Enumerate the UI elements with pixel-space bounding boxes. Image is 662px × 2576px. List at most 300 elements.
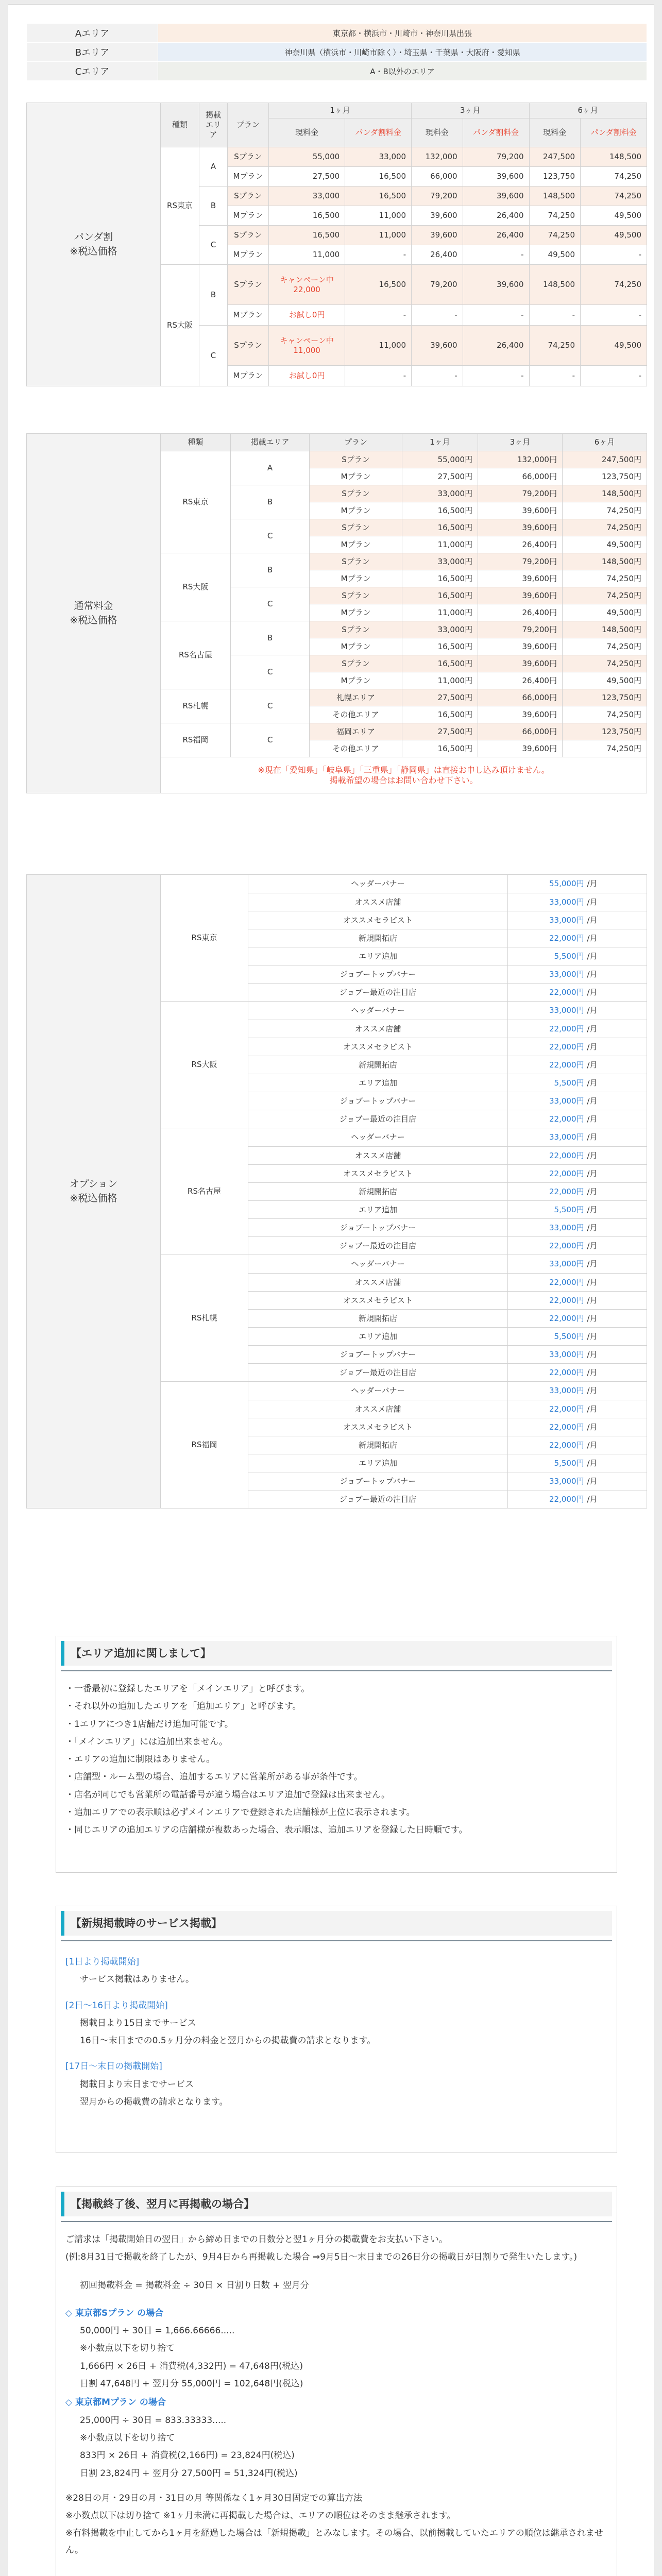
option-unit: /月 bbox=[585, 1092, 647, 1110]
price: 33,000 bbox=[269, 187, 345, 206]
option-price: 5,500円 bbox=[508, 1074, 585, 1092]
option-price: 5,500円 bbox=[508, 1201, 585, 1219]
plan: Sプラン bbox=[310, 553, 402, 570]
price: 11,000円 bbox=[402, 672, 478, 689]
price: 74,250円 bbox=[562, 587, 647, 604]
subheading: [1日より掲載開始] bbox=[65, 1957, 140, 1967]
list-item: ・1エリアにつき1店舗だけ追加可能です。 bbox=[65, 1719, 233, 1730]
option-unit: /月 bbox=[585, 947, 647, 965]
option-unit: /月 bbox=[585, 1436, 647, 1454]
price: 33,000円 bbox=[402, 553, 478, 570]
price: 33,000円 bbox=[402, 621, 478, 638]
example-body bbox=[65, 2412, 607, 2482]
option-unit: /月 bbox=[585, 1418, 647, 1436]
option-name: オススメセラピスト bbox=[248, 1165, 508, 1183]
price: 49,500円 bbox=[562, 536, 647, 553]
option-name: ジョブー最近の注目店 bbox=[248, 984, 508, 1002]
header-normal: 現料金 bbox=[529, 118, 581, 147]
option-price: 33,000円 bbox=[508, 1255, 585, 1274]
option-name: ヘッダーバナー bbox=[248, 1255, 508, 1274]
price: 148,500 bbox=[581, 147, 647, 167]
option-unit: /月 bbox=[585, 1038, 647, 1056]
price: 79,200円 bbox=[478, 621, 563, 638]
option-unit: /月 bbox=[585, 1274, 647, 1292]
option-name: ジョブートップバナー bbox=[248, 1219, 508, 1237]
price: 66,000円 bbox=[478, 468, 563, 485]
price: 74,250円 bbox=[562, 519, 647, 536]
option-price: 5,500円 bbox=[508, 947, 585, 965]
option-price: 33,000円 bbox=[508, 1346, 585, 1364]
price: 79,200 bbox=[463, 147, 529, 167]
option-name: ジョブー最近の注目店 bbox=[248, 1364, 508, 1382]
area: C bbox=[230, 587, 309, 621]
option-price: 22,000円 bbox=[508, 1274, 585, 1292]
plan: Mプラン bbox=[228, 206, 269, 226]
plan: Mプラン bbox=[228, 167, 269, 187]
plan: Mプラン bbox=[310, 536, 402, 553]
plan: Sプラン bbox=[228, 226, 269, 245]
price: 33,000円 bbox=[402, 485, 478, 502]
option-name: ジョブー最近の注目店 bbox=[248, 1110, 508, 1128]
example-heading: ◇ 東京都Sプラン の場合 bbox=[65, 2308, 164, 2318]
option-name: オススメセラピスト bbox=[248, 1418, 508, 1436]
header-period: 3ヶ月 bbox=[412, 103, 529, 118]
option-name: ジョブートップバナー bbox=[248, 1346, 508, 1364]
option-unit: /月 bbox=[585, 1328, 647, 1346]
subheading: [17日～末日の掲載開始] bbox=[65, 2061, 162, 2072]
option-price: 33,000円 bbox=[508, 1472, 585, 1490]
option-price: 33,000円 bbox=[508, 1092, 585, 1110]
option-price: 33,000円 bbox=[508, 893, 585, 911]
plan: 福岡エリア bbox=[310, 723, 402, 740]
area: A bbox=[199, 147, 228, 187]
price: 148,500円 bbox=[562, 553, 647, 570]
notice: ※現在「愛知県」「岐阜県」「三重県」「静岡県」は直接お申し込み頂けません。 掲載希望の場合はお問い合わせ下さい。 bbox=[161, 757, 647, 793]
price: - bbox=[463, 305, 529, 326]
plan: Sプラン bbox=[228, 187, 269, 206]
price: 16,500円 bbox=[402, 740, 478, 757]
price: 79,200円 bbox=[478, 485, 563, 502]
area-definition-table bbox=[26, 23, 647, 81]
list-item: ・それ以外の追加したエリアを「追加エリア」と呼びます。 bbox=[65, 1701, 301, 1712]
region: RS大阪 bbox=[161, 1002, 248, 1128]
price: 39,600円 bbox=[478, 638, 563, 655]
option-unit: /月 bbox=[585, 1074, 647, 1092]
price: 39,600 bbox=[412, 326, 463, 366]
option-price: 22,000円 bbox=[508, 1165, 585, 1183]
option-price-table bbox=[26, 874, 647, 1509]
price: 11,000 bbox=[269, 245, 345, 265]
price: 74,250 bbox=[581, 187, 647, 206]
price: 16,500 bbox=[345, 167, 412, 187]
plan: Sプラン bbox=[310, 519, 402, 536]
price: - bbox=[463, 245, 529, 265]
option-unit: /月 bbox=[585, 1056, 647, 1074]
price: 16,500 bbox=[269, 226, 345, 245]
header-area: 掲載エリア bbox=[199, 103, 228, 147]
option-price: 22,000円 bbox=[508, 929, 585, 947]
price: 247,500 bbox=[529, 147, 581, 167]
option-unit: /月 bbox=[585, 1364, 647, 1382]
price: 74,250円 bbox=[562, 655, 647, 672]
example-heading: ◇ 東京都Mプラン の場合 bbox=[65, 2397, 166, 2408]
option-unit: /月 bbox=[585, 1346, 647, 1364]
page bbox=[8, 4, 654, 2576]
option-name: オススメセラピスト bbox=[248, 911, 508, 929]
price: - bbox=[581, 366, 647, 386]
price: 74,250円 bbox=[562, 638, 647, 655]
list-item: ・追加エリアでの表示順は必ずメインエリアで登録された店舗様が上位に表示されます。 bbox=[65, 1807, 415, 1818]
plan: Mプラン bbox=[310, 672, 402, 689]
plan: その他エリア bbox=[310, 706, 402, 723]
area: A bbox=[230, 451, 309, 485]
calc-line: 日割 23,824円 + 翌月分 27,500円 = 51,324円(税込) bbox=[80, 2468, 298, 2479]
relisting-section bbox=[56, 2187, 617, 2576]
option-unit: /月 bbox=[585, 1147, 647, 1165]
price: 49,500 bbox=[529, 245, 581, 265]
area-key: Cエリア bbox=[27, 62, 158, 81]
section-body bbox=[56, 1671, 617, 1845]
formula: 初回掲載料金 = 掲載料金 ÷ 30日 × 日割り日数 + 翌月分 bbox=[80, 2280, 309, 2291]
calc-line: ※小数点以下を切り捨て bbox=[80, 2432, 175, 2443]
price: 49,500 bbox=[581, 326, 647, 366]
subheading: [2日～16日より掲載開始] bbox=[65, 2000, 168, 2011]
campaign-price: キャンペーン中 22,000 bbox=[269, 265, 345, 305]
plan: Mプラン bbox=[228, 366, 269, 386]
option-name: ジョブートップバナー bbox=[248, 1472, 508, 1490]
price: 148,500 bbox=[529, 187, 581, 206]
option-name: エリア追加 bbox=[248, 1074, 508, 1092]
option-unit: /月 bbox=[585, 965, 647, 984]
price: 132,000円 bbox=[478, 451, 563, 468]
price: 39,600 bbox=[463, 167, 529, 187]
price: 16,500円 bbox=[402, 519, 478, 536]
area: C bbox=[230, 689, 309, 723]
option-name: 新規開拓店 bbox=[248, 1310, 508, 1328]
area-row bbox=[27, 43, 647, 62]
area-value: 神奈川県（横浜市・川崎市除く）・埼玉県・千葉県・大阪府・愛知県 bbox=[158, 43, 647, 62]
list-item: ・同じエリアの追加エリアの店舗様が複数あった場合、表示順は、追加エリアを登録した日時順です。 bbox=[65, 1825, 468, 1836]
price: 33,000 bbox=[345, 147, 412, 167]
area: B bbox=[199, 265, 228, 326]
header-plan: プラン bbox=[228, 103, 269, 147]
option-name: 新規開拓店 bbox=[248, 1436, 508, 1454]
note: ※小数点以下は切り捨て ※1ヶ月未満に再掲載した場合は、エリアの順位はそのまま継承されます。 bbox=[65, 2511, 456, 2521]
price: - bbox=[463, 366, 529, 386]
plan: その他エリア bbox=[310, 740, 402, 757]
option-unit: /月 bbox=[585, 1002, 647, 1020]
price: 74,250 bbox=[529, 226, 581, 245]
option-price: 22,000円 bbox=[508, 1237, 585, 1255]
option-name: 新規開拓店 bbox=[248, 929, 508, 947]
price: 39,600円 bbox=[478, 502, 563, 519]
table-label: パンダ割 ※税込価格 bbox=[27, 103, 161, 386]
option-price: 33,000円 bbox=[508, 1128, 585, 1147]
note: ※28日の月・29日の月・31日の月 等関係なく1ヶ月30日固定での算出方法 bbox=[65, 2493, 362, 2503]
option-price: 22,000円 bbox=[508, 1110, 585, 1128]
option-price: 22,000円 bbox=[508, 1038, 585, 1056]
price: 11,000 bbox=[345, 206, 412, 226]
header-period: 6ヶ月 bbox=[529, 103, 647, 118]
price: 27,500円 bbox=[402, 723, 478, 740]
option-unit: /月 bbox=[585, 875, 647, 893]
option-unit: /月 bbox=[585, 984, 647, 1002]
area: C bbox=[230, 723, 309, 757]
panda-discount-table bbox=[26, 103, 647, 386]
option-name: オススメ店舗 bbox=[248, 1400, 508, 1418]
option-unit: /月 bbox=[585, 1201, 647, 1219]
price: - bbox=[412, 366, 463, 386]
header-normal: 現料金 bbox=[269, 118, 345, 147]
area: C bbox=[199, 326, 228, 386]
area: B bbox=[230, 485, 309, 519]
price: 16,500 bbox=[345, 265, 412, 305]
price: 27,500円 bbox=[402, 689, 478, 706]
price: 55,000円 bbox=[402, 451, 478, 468]
price: 74,250 bbox=[529, 326, 581, 366]
header-type: 種類 bbox=[161, 103, 199, 147]
area: C bbox=[230, 519, 309, 553]
price: 49,500 bbox=[581, 226, 647, 245]
price: 66,000円 bbox=[478, 689, 563, 706]
option-price: 5,500円 bbox=[508, 1328, 585, 1346]
list-item: ・一番最初に登録したエリアを「メインエリア」と呼びます。 bbox=[65, 1684, 310, 1694]
region: RS東京 bbox=[161, 875, 248, 1002]
plan: Mプラン bbox=[310, 502, 402, 519]
price: 11,000 bbox=[345, 226, 412, 245]
price: 66,000 bbox=[412, 167, 463, 187]
price: 39,600円 bbox=[478, 570, 563, 587]
plan: Mプラン bbox=[310, 570, 402, 587]
header-normal: 現料金 bbox=[412, 118, 463, 147]
option-price: 22,000円 bbox=[508, 1418, 585, 1436]
text: (例:8月31日で掲載を終了したが、9月4日から再掲載した場合 ⇒9月5日～末日までの26日分の掲載日が日割りで発生いたします。) bbox=[65, 2252, 578, 2263]
price: 16,500 bbox=[345, 187, 412, 206]
price: 148,500円 bbox=[562, 485, 647, 502]
price: 39,600円 bbox=[478, 655, 563, 672]
price: - bbox=[581, 245, 647, 265]
price: 74,250円 bbox=[562, 502, 647, 519]
option-unit: /月 bbox=[585, 929, 647, 947]
header: プラン bbox=[310, 434, 402, 451]
price: 39,600円 bbox=[478, 587, 563, 604]
option-unit: /月 bbox=[585, 1490, 647, 1509]
area: B bbox=[230, 621, 309, 655]
option-name: オススメ店舗 bbox=[248, 1020, 508, 1038]
option-price: 33,000円 bbox=[508, 1219, 585, 1237]
example-body bbox=[65, 2323, 607, 2392]
option-price: 22,000円 bbox=[508, 1364, 585, 1382]
plan: Mプラン bbox=[228, 245, 269, 265]
calc-line: ※小数点以下を切り捨て bbox=[80, 2343, 175, 2354]
option-price: 22,000円 bbox=[508, 1436, 585, 1454]
area-key: Aエリア bbox=[27, 24, 158, 43]
price: 26,400円 bbox=[478, 604, 563, 621]
area-row bbox=[27, 62, 647, 81]
area: B bbox=[230, 553, 309, 587]
price: 74,250円 bbox=[562, 740, 647, 757]
region: RS大阪 bbox=[161, 553, 231, 621]
price: 39,600 bbox=[463, 187, 529, 206]
option-price: 22,000円 bbox=[508, 1147, 585, 1165]
option-unit: /月 bbox=[585, 1400, 647, 1418]
price: 16,500円 bbox=[402, 502, 478, 519]
price: 16,500円 bbox=[402, 706, 478, 723]
price: 16,500円 bbox=[402, 638, 478, 655]
price: 11,000 bbox=[345, 326, 412, 366]
region: RS東京 bbox=[161, 451, 231, 553]
plan: Sプラン bbox=[228, 147, 269, 167]
price: 16,500 bbox=[269, 206, 345, 226]
price: 49,500円 bbox=[562, 604, 647, 621]
plan: Sプラン bbox=[310, 587, 402, 604]
plan: Sプラン bbox=[310, 621, 402, 638]
price: 27,500 bbox=[269, 167, 345, 187]
text: 掲載日より末日までサービス bbox=[80, 2079, 194, 2090]
calc-line: 1,666円 × 26日 + 消費税(4,332円) = 47,648円(税込) bbox=[80, 2361, 303, 2371]
plan: 札幌エリア bbox=[310, 689, 402, 706]
area-row bbox=[27, 24, 647, 43]
header: 3ヶ月 bbox=[478, 434, 563, 451]
option-unit: /月 bbox=[585, 1110, 647, 1128]
price: 55,000 bbox=[269, 147, 345, 167]
calc-line: 25,000円 ÷ 30日 = 833.33333..... bbox=[80, 2415, 227, 2426]
region: RS大阪 bbox=[161, 265, 199, 386]
option-price: 33,000円 bbox=[508, 911, 585, 929]
price: 39,600円 bbox=[478, 706, 563, 723]
region: RS東京 bbox=[161, 147, 199, 265]
area-value: 東京都・横浜市・川崎市・神奈川県出張 bbox=[158, 24, 647, 43]
normal-price-table bbox=[26, 433, 647, 793]
price: - bbox=[345, 305, 412, 326]
price: 26,400 bbox=[463, 226, 529, 245]
price: 123,750円 bbox=[562, 723, 647, 740]
option-price: 55,000円 bbox=[508, 875, 585, 893]
header-discount: パンダ割料金 bbox=[463, 118, 529, 147]
price: 39,600円 bbox=[478, 519, 563, 536]
price: 26,400 bbox=[463, 206, 529, 226]
option-price: 22,000円 bbox=[508, 1292, 585, 1310]
plan: Sプラン bbox=[310, 485, 402, 502]
option-price: 33,000円 bbox=[508, 1002, 585, 1020]
option-name: オススメ店舗 bbox=[248, 893, 508, 911]
section-title: 【掲載終了後、翌月に再掲載の場合】 bbox=[61, 2192, 612, 2216]
section-title: 【新規掲載時のサービス掲載】 bbox=[61, 1911, 612, 1936]
price: - bbox=[529, 305, 581, 326]
region: RS名古屋 bbox=[161, 621, 231, 689]
price: 39,600 bbox=[412, 226, 463, 245]
option-name: ヘッダーバナー bbox=[248, 875, 508, 893]
option-unit: /月 bbox=[585, 911, 647, 929]
text: サービス掲載はありません。 bbox=[80, 1974, 195, 1985]
header: 掲載エリア bbox=[230, 434, 309, 451]
plan: Sプラン bbox=[228, 265, 269, 305]
option-price: 5,500円 bbox=[508, 1454, 585, 1472]
option-unit: /月 bbox=[585, 1382, 647, 1400]
option-unit: /月 bbox=[585, 1237, 647, 1255]
option-name: エリア追加 bbox=[248, 1201, 508, 1219]
table-label: 通常料金 ※税込価格 bbox=[27, 434, 161, 793]
list-item: ・「メインエリア」には追加出来ません。 bbox=[65, 1736, 228, 1747]
price: 79,200 bbox=[412, 187, 463, 206]
plan: Mプラン bbox=[310, 468, 402, 485]
plan: Mプラン bbox=[310, 604, 402, 621]
option-unit: /月 bbox=[585, 1020, 647, 1038]
plan: Sプラン bbox=[228, 326, 269, 366]
area: B bbox=[199, 187, 228, 226]
price: 49,500円 bbox=[562, 672, 647, 689]
option-unit: /月 bbox=[585, 1183, 647, 1201]
campaign-price: キャンペーン中 11,000 bbox=[269, 326, 345, 366]
option-price: 22,000円 bbox=[508, 1490, 585, 1509]
text: 翌月からの掲載費の請求となります。 bbox=[80, 2097, 228, 2108]
option-name: オススメセラピスト bbox=[248, 1038, 508, 1056]
option-name: オススメ店舗 bbox=[248, 1147, 508, 1165]
option-name: ヘッダーバナー bbox=[248, 1002, 508, 1020]
option-unit: /月 bbox=[585, 1454, 647, 1472]
price: 49,500 bbox=[581, 206, 647, 226]
option-price: 33,000円 bbox=[508, 965, 585, 984]
price: 148,500円 bbox=[562, 621, 647, 638]
header: 6ヶ月 bbox=[562, 434, 647, 451]
price: 132,000 bbox=[412, 147, 463, 167]
region: RS名古屋 bbox=[161, 1128, 248, 1255]
text: 掲載日より15日までサービス bbox=[80, 2018, 196, 2028]
option-name: オススメ店舗 bbox=[248, 1274, 508, 1292]
campaign-price: お試し0円 bbox=[269, 305, 345, 326]
text: 16日～末日までの0.5ヶ月分の料金と翌月からの掲載費の請求となります。 bbox=[80, 2036, 376, 2046]
region: RS福岡 bbox=[161, 723, 231, 757]
price: 26,400 bbox=[412, 245, 463, 265]
price: 26,400円 bbox=[478, 536, 563, 553]
price: 79,200円 bbox=[478, 553, 563, 570]
price: 11,000円 bbox=[402, 536, 478, 553]
header-period: 1ヶ月 bbox=[269, 103, 412, 118]
option-name: ジョブー最近の注目店 bbox=[248, 1490, 508, 1509]
area: C bbox=[199, 226, 228, 265]
calc-line: 日割 47,648円 + 翌月分 55,000円 = 102,648円(税込) bbox=[80, 2379, 303, 2389]
option-price: 22,000円 bbox=[508, 1400, 585, 1418]
area: C bbox=[230, 655, 309, 689]
option-name: エリア追加 bbox=[248, 1454, 508, 1472]
table-label: オプション ※税込価格 bbox=[27, 875, 161, 1509]
header-discount: パンダ割料金 bbox=[581, 118, 647, 147]
option-name: ヘッダーバナー bbox=[248, 1128, 508, 1147]
price: - bbox=[581, 305, 647, 326]
region: RS福岡 bbox=[161, 1382, 248, 1509]
area-add-section bbox=[56, 1636, 617, 1873]
option-name: エリア追加 bbox=[248, 1328, 508, 1346]
list-item: ・店舗型・ルーム型の場合、追加するエリアに営業所がある事が条件です。 bbox=[65, 1772, 363, 1783]
price: 148,500 bbox=[529, 265, 581, 305]
price: 74,250 bbox=[581, 265, 647, 305]
new-listing-section bbox=[56, 1906, 617, 2153]
plan: Mプラン bbox=[310, 638, 402, 655]
option-unit: /月 bbox=[585, 1219, 647, 1237]
option-name: 新規開拓店 bbox=[248, 1183, 508, 1201]
price: 16,500円 bbox=[402, 655, 478, 672]
option-price: 22,000円 bbox=[508, 984, 585, 1002]
price: 123,750円 bbox=[562, 689, 647, 706]
option-price: 22,000円 bbox=[508, 1183, 585, 1201]
option-unit: /月 bbox=[585, 1128, 647, 1147]
price: - bbox=[345, 245, 412, 265]
list-item: ・エリアの追加に制限はありません。 bbox=[65, 1754, 215, 1765]
option-name: ジョブートップバナー bbox=[248, 965, 508, 984]
option-name: オススメセラピスト bbox=[248, 1292, 508, 1310]
option-price: 22,000円 bbox=[508, 1056, 585, 1074]
plan: Sプラン bbox=[310, 655, 402, 672]
